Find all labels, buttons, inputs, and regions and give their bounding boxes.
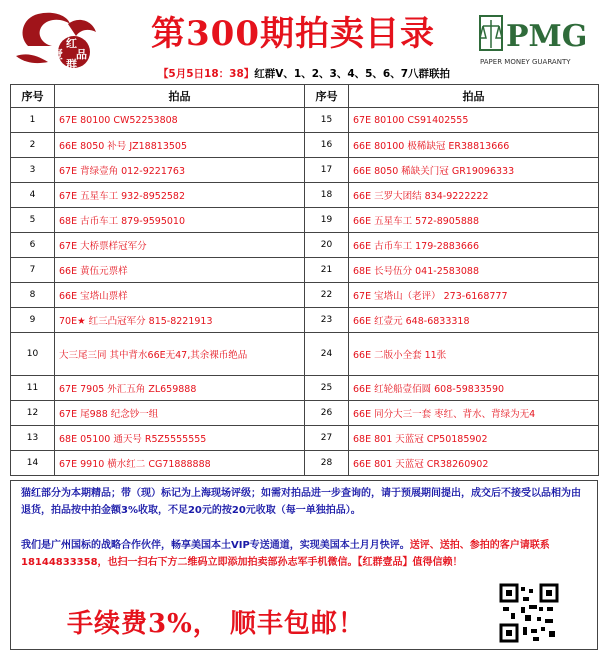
lot-item: 大三尾三同 其中背水66E无47,其余裸币绝品 (55, 333, 305, 376)
pmg-brand: PMG (506, 19, 588, 54)
table-header-row (11, 85, 599, 108)
auction-groups: 红群V、1、2、3、4、5、6、7八群联拍 (254, 68, 451, 80)
lot-item: 66E 二版小全套 11张 (349, 333, 599, 376)
table-row (11, 108, 599, 133)
qr-code-icon (499, 583, 559, 643)
header-number-right: 序号 (305, 85, 349, 108)
lot-item: 66E 红轮船壹佰圆 608-59833590 (349, 376, 599, 401)
table-row (11, 426, 599, 451)
lot-number: 24 (305, 333, 349, 376)
table-row (11, 451, 599, 476)
lot-number: 8 (11, 283, 55, 308)
lot-item: 66E 古币车工 179-2883666 (349, 233, 599, 258)
lot-number: 26 (305, 401, 349, 426)
table-row (11, 333, 599, 376)
lot-item: 66E 五星车工 572-8905888 (349, 208, 599, 233)
header-item-right: 拍品 (349, 85, 599, 108)
lot-number: 25 (305, 376, 349, 401)
lot-item: 66E 801 天蓝冠 CR38260902 (349, 451, 599, 476)
lot-item: 66E 8050 稀缺关门冠 GR19096333 (349, 158, 599, 183)
lot-number: 21 (305, 258, 349, 283)
lot-number: 14 (11, 451, 55, 476)
lot-number: 4 (11, 183, 55, 208)
lot-item: 66E 三罗大团结 834-9222222 (349, 183, 599, 208)
lot-number: 2 (11, 133, 55, 158)
lot-number: 16 (305, 133, 349, 158)
lot-item: 67E 五星车工 932-8952582 (55, 183, 305, 208)
dragon-logo-icon (8, 6, 108, 72)
lot-number: 13 (11, 426, 55, 451)
auction-date: 【5月5日18：38】 (157, 68, 255, 80)
logo-char-qun: 群 (66, 58, 77, 71)
lot-item: 66E 8050 补号 JZ18813505 (55, 133, 305, 158)
lot-item: 70E★ 红三凸冠军分 815-8221913 (55, 308, 305, 333)
lot-item: 67E 宝塔山（老评） 273-6168777 (349, 283, 599, 308)
logo-char-yi: 壹 (52, 48, 63, 61)
lot-item: 66E 同分大三一套 枣红、背水、背绿为无4 (349, 401, 599, 426)
lot-number: 19 (305, 208, 349, 233)
lot-item: 66E 80100 极稀缺冠 ER38813666 (349, 133, 599, 158)
header-item-left: 拍品 (55, 85, 305, 108)
lot-number: 20 (305, 233, 349, 258)
lot-item: 67E 背绿壹角 012-9221763 (55, 158, 305, 183)
logo-char-hong: 红 (66, 37, 77, 50)
lot-number: 23 (305, 308, 349, 333)
lot-item: 68E 801 天蓝冠 CP50185902 (349, 426, 599, 451)
partner-note (21, 537, 587, 571)
terms-note: 猫红部分为本期精品；带（现）标记为上海现场评级；如需对拍品进一步查询的，请于预展期间提出，成交后不接受以品相为由退货，拍品按中拍金额3%收取，不足20元的按20元收取（每一单独拍品）。 (21, 488, 581, 516)
lot-item: 67E 80100 CW52253808 (55, 108, 305, 133)
lot-item: 66E 宝塔山票样 (55, 283, 305, 308)
partner-text: 我们是广州国标的战略合作伙伴，畅享美国本土VIP专送通道，实现美国本土月月快评。 (21, 540, 410, 551)
page-title: 第300期拍卖目录 (151, 14, 435, 54)
table-row (11, 233, 599, 258)
table-row (11, 158, 599, 183)
lot-item: 67E 80100 CS91402555 (349, 108, 599, 133)
pmg-logo-icon (474, 8, 602, 72)
lot-number: 10 (11, 333, 55, 376)
fee-banner: 手续费3%， 顺丰包邮！ (67, 609, 365, 639)
lot-item: 67E 尾988 纪念钞一组 (55, 401, 305, 426)
lot-item: 66E 黄伍元票样 (55, 258, 305, 283)
lot-table (10, 84, 599, 476)
lot-number: 7 (11, 258, 55, 283)
lot-number: 6 (11, 233, 55, 258)
lot-number: 17 (305, 158, 349, 183)
lot-number: 5 (11, 208, 55, 233)
lot-number: 3 (11, 158, 55, 183)
table-row (11, 308, 599, 333)
lot-item: 68E 古币车工 879-9595010 (55, 208, 305, 233)
lot-item: 67E 9910 横水红二 CG71888888 (55, 451, 305, 476)
lot-number: 28 (305, 451, 349, 476)
table-row (11, 133, 599, 158)
lot-number: 12 (11, 401, 55, 426)
lot-item: 66E 红壹元 648-6833318 (349, 308, 599, 333)
table-row (11, 183, 599, 208)
lot-item: 67E 7905 外汇五角 ZL659888 (55, 376, 305, 401)
lot-item: 68E 05100 通天号 R5Z5555555 (55, 426, 305, 451)
lot-item: 67E 大桥票样冠军分 (55, 233, 305, 258)
table-row (11, 401, 599, 426)
lot-number: 9 (11, 308, 55, 333)
lot-item: 68E 长号伍分 041-2583088 (349, 258, 599, 283)
table-row (11, 376, 599, 401)
lot-number: 11 (11, 376, 55, 401)
table-row (11, 283, 599, 308)
lot-number: 15 (305, 108, 349, 133)
table-row (11, 208, 599, 233)
contact-text: 送评、送拍、参拍的客户请联系 18144833358，也扫一扫右下方二维码立即添加拍卖部孙志军手机微信。【红群壹品】值得信赖！ (21, 540, 550, 568)
table-row (11, 258, 599, 283)
notes-box (10, 480, 598, 650)
lot-number: 18 (305, 183, 349, 208)
lot-number: 22 (305, 283, 349, 308)
logo-char-pin: 品 (76, 48, 87, 61)
auction-subtitle (0, 66, 608, 81)
lot-number: 1 (11, 108, 55, 133)
lot-number: 27 (305, 426, 349, 451)
pmg-tagline: PAPER MONEY GUARANTY (480, 58, 571, 66)
header-number-left: 序号 (11, 85, 55, 108)
